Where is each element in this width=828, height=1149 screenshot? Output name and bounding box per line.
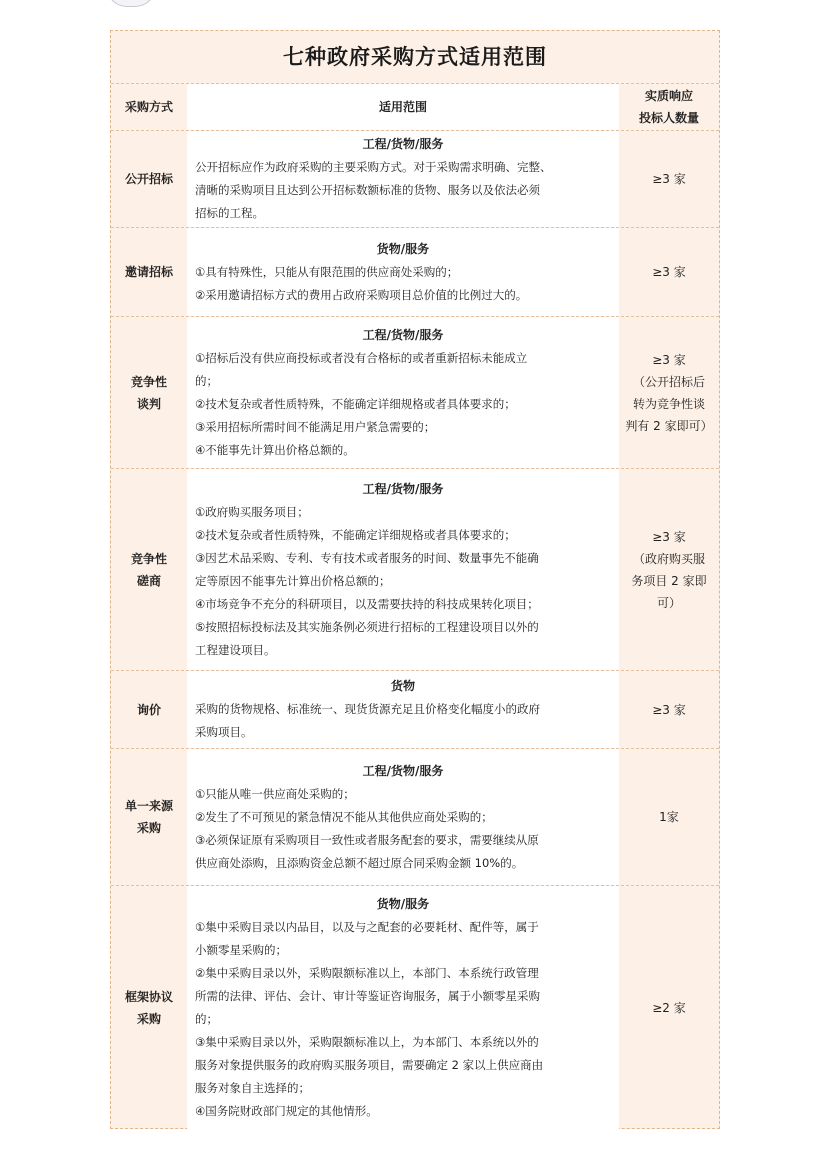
- scope-item: ④国务院财政部门规定的其他情形。: [195, 1104, 378, 1118]
- scope-item: ③采用招标所需时间不能满足用户紧急需要的；: [195, 419, 436, 434]
- bidders-value: ≥2 家: [652, 1001, 686, 1015]
- scope-category: 工程/货物/服务: [362, 137, 444, 151]
- scope-category: 工程/货物/服务: [362, 327, 444, 342]
- method-label: 公开招标: [124, 172, 173, 186]
- header-row: [111, 83, 719, 130]
- method-cell: [111, 749, 187, 885]
- scope-item: ③因艺术品采购、专利、专有技术或者服务的时间、数量事先不能确 定等原因不能事先计算出价格总额的；: [195, 550, 539, 588]
- procurement-methods-table: [110, 30, 720, 1129]
- scope-item: 采购的货物规格、标准统一、现货货源充足且价格变化幅度小的政府 采购项目。: [195, 702, 540, 739]
- scope-item: ⑤按照招标投标法及其实施条例必须进行招标的工程建设项目以外的 工程建设项目。: [195, 619, 539, 657]
- table-row: [111, 468, 719, 670]
- method-label: 竞争性 谈判: [130, 374, 167, 411]
- table-title: 七种政府采购方式适用范围: [283, 45, 547, 69]
- scope-cell: [187, 469, 619, 670]
- scope-cell: [187, 317, 619, 468]
- method-label: 邀请招标: [124, 265, 173, 279]
- bidders-value: 1家: [659, 810, 679, 824]
- table-row: [111, 670, 719, 748]
- table-row: [111, 316, 719, 468]
- bidders-cell: [619, 317, 719, 468]
- bidders-value: ≥3 家 （政府购买服 务项目 2 家即 可）: [631, 529, 707, 610]
- scope-category: 工程/货物/服务: [362, 763, 444, 778]
- bidders-cell: [619, 131, 719, 227]
- scope-cell: [187, 749, 619, 885]
- method-cell: [111, 228, 187, 316]
- scope-item: ①具有特殊性，只能从有限范围的供应商处采购的；: [195, 264, 459, 279]
- method-label: 框架协议 采购: [124, 990, 173, 1026]
- table-row: [111, 885, 719, 1130]
- header-method: [111, 84, 187, 130]
- header-scope-label: 适用范围: [378, 99, 427, 114]
- method-cell: [111, 131, 187, 227]
- method-cell: [111, 671, 187, 748]
- method-cell: [111, 317, 187, 468]
- scope-category: 货物: [390, 679, 415, 693]
- bidders-value: ≥3 家: [652, 265, 686, 279]
- header-bidders: [619, 84, 719, 130]
- scope-item: ③必须保证原有采购项目一致性或者服务配套的要求，需要继续从原 供应商处添购，且添购资金总额不超过原合同采购金额 10%的。: [195, 832, 539, 870]
- scope-cell: [187, 886, 619, 1130]
- bidders-value: ≥3 家: [652, 702, 686, 717]
- scope-item: ①集中采购目录以内品目，以及与之配套的必要耗材、配件等，属于 小额零星采购的；: [195, 920, 539, 957]
- scope-category: 工程/货物/服务: [362, 481, 444, 496]
- bidders-cell: [619, 228, 719, 316]
- bidders-cell: [619, 886, 719, 1130]
- method-cell: [111, 469, 187, 670]
- scope-cell: [187, 228, 619, 316]
- scope-item: ①政府购买服务项目；: [195, 504, 309, 519]
- scope-item: ②技术复杂或者性质特殊，不能确定详细规格或者具体要求的；: [195, 396, 516, 411]
- bidders-value: ≥3 家: [652, 172, 686, 186]
- scope-item: ③集中采购目录以外，采购限额标准以上，为本部门、本系统以外的 服务对象提供服务的政府购买服务项目，需要确定 2 家以上供应商由 服务对象自主选择的；: [195, 1035, 544, 1095]
- scope-category: 货物/服务: [376, 241, 430, 256]
- top-logo-fragment: [106, 0, 156, 7]
- scope-item: ②技术复杂或者性质特殊，不能确定详细规格或者具体要求的；: [195, 527, 516, 542]
- bidders-cell: [619, 749, 719, 885]
- scope-item: ②发生了不可预见的紧急情况不能从其他供应商处采购的；: [195, 809, 493, 824]
- scope-cell: [187, 131, 619, 227]
- method-label: 竞争性 磋商: [130, 551, 167, 588]
- bidders-value: ≥3 家 （公开招标后 转为竞争性谈 判有 2 家即可）: [625, 352, 713, 433]
- table-row: [111, 748, 719, 885]
- header-scope: [187, 84, 619, 130]
- scope-item: 公开招标应作为政府采购的主要采购方式。对于采购需求明确、完整、 清晰的采购项目且达到公开招标数额标准的货物、服务以及依法必须 招标的工程。: [195, 160, 552, 220]
- scope-item: ④市场竞争不充分的科研项目，以及需要扶持的科技成果转化项目；: [195, 596, 539, 611]
- scope-item: ①只能从唯一供应商处采购的；: [195, 786, 355, 801]
- scope-cell: [187, 671, 619, 748]
- method-label: 询价: [136, 702, 161, 717]
- scope-category: 货物/服务: [376, 897, 430, 911]
- header-method-label: 采购方式: [124, 100, 173, 114]
- table-row: [111, 130, 719, 227]
- header-bidders-label: 实质响应 投标人数量: [638, 89, 699, 125]
- bidders-cell: [619, 469, 719, 670]
- scope-item: ④不能事先计算出价格总额的。: [195, 442, 355, 457]
- table-row: [111, 227, 719, 316]
- method-label: 单一来源 采购: [124, 799, 173, 835]
- method-cell: [111, 886, 187, 1130]
- scope-item: ②集中采购目录以外，采购限额标准以上，本部门、本系统行政管理 所需的法律、评估、会计、审计等鉴证咨询服务，属于小额零星采购 的；: [195, 966, 540, 1026]
- scope-item: ②采用邀请招标方式的费用占政府采购项目总价值的比例过大的。: [195, 287, 528, 302]
- scope-item: ①招标后没有供应商投标或者没有合格标的或者重新招标未能成立 的；: [195, 350, 528, 388]
- bidders-cell: [619, 671, 719, 748]
